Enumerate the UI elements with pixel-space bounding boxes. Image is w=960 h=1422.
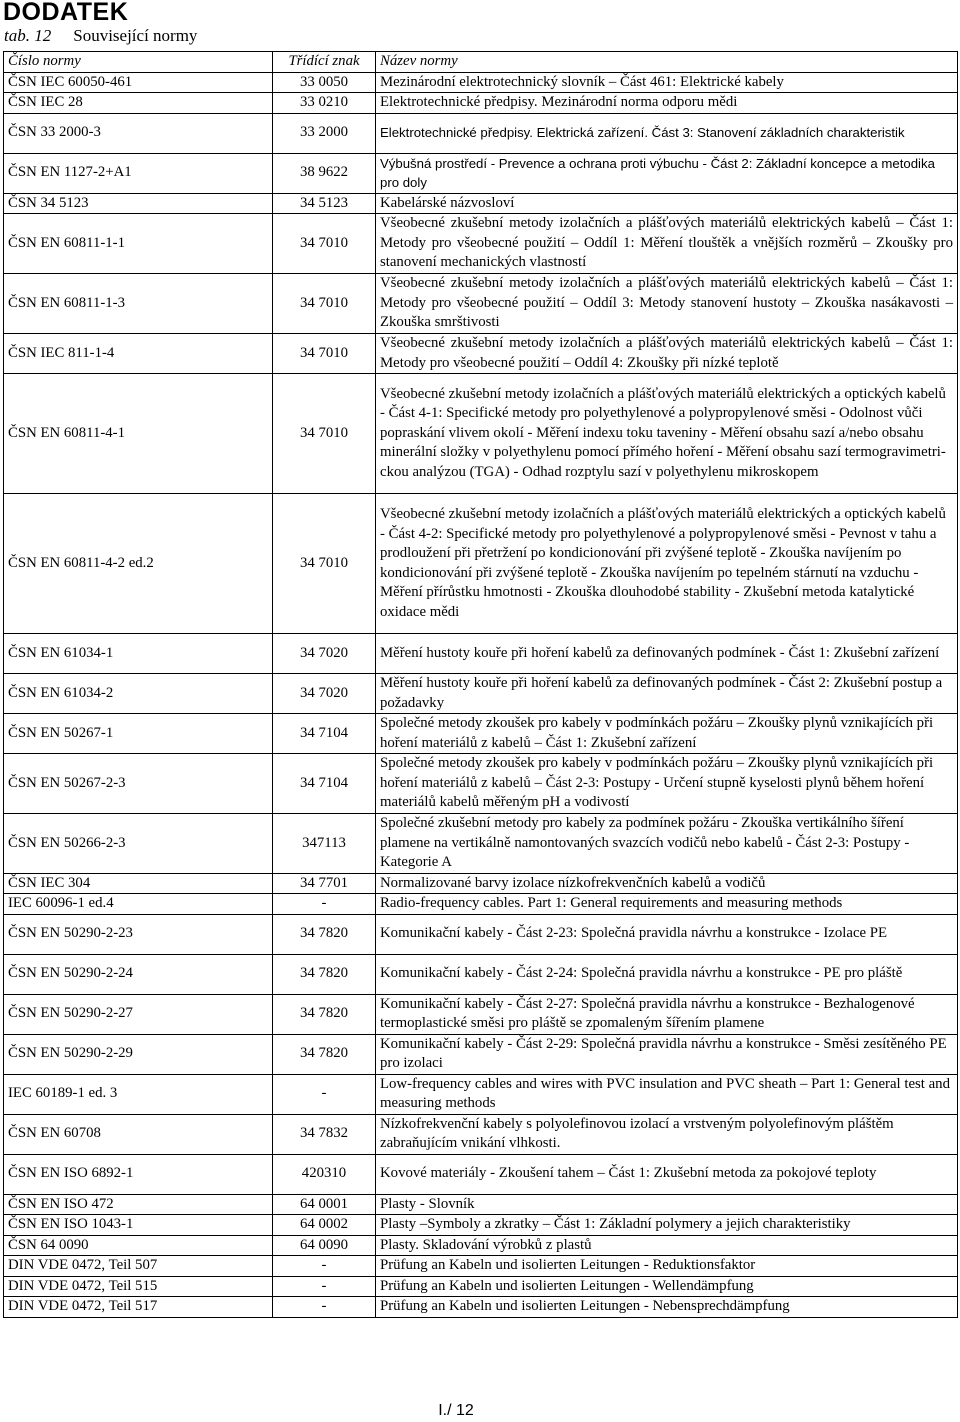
norm-name: Všeobecné zkušební metody izolačních a plášťových materiálů elektrických kabelů – Část 1: Metody pro všeobecné použití – Oddíl 4: Zkoušky při nízké teplotě [376,334,958,374]
table-row [4,1235,958,1256]
norm-name: Low-frequency cables and wires with PVC insulation and PVC sheath – Part 1: General test and measuring methods [376,1074,958,1114]
classification-code: 34 7010 [273,334,376,374]
norm-name: Kabelárské názvosloví [376,193,958,214]
norm-number: ČSN EN ISO 6892-1 [4,1154,273,1194]
table-row [4,634,958,674]
classification-code: 420310 [273,1154,376,1194]
classification-code: 34 7820 [273,954,376,994]
norm-name: Prüfung an Kabeln und isolierten Leitungen - Nebensprechdämpfung [376,1297,958,1318]
norm-number: DIN VDE 0472, Teil 515 [4,1276,273,1297]
norm-number: ČSN EN 61034-2 [4,674,273,714]
norm-number: ČSN IEC 28 [4,93,273,114]
norm-number: ČSN EN 50290-2-23 [4,914,273,954]
table-row [4,894,958,915]
norm-number: ČSN EN ISO 472 [4,1194,273,1215]
table-row [4,494,958,634]
table-caption: Související normy [73,26,198,45]
classification-code: 34 5123 [273,193,376,214]
norm-name: Měření hustoty kouře při hoření kabelů za definovaných podmínek - Část 2: Zkušební postup a požadavky [376,674,958,714]
table-row [4,994,958,1034]
table-row [4,93,958,114]
table-row [4,214,958,274]
table-row [4,1297,958,1318]
norm-name: Prüfung an Kabeln und isolierten Leitungen - Reduktionsfaktor [376,1256,958,1277]
table-row [4,1154,958,1194]
norm-number: ČSN EN 50290-2-24 [4,954,273,994]
classification-code: 34 7010 [273,374,376,494]
table-row [4,113,958,153]
norm-number: ČSN EN 60811-4-1 [4,374,273,494]
table-row [4,374,958,494]
norm-name: Společné metody zkoušek pro kabely v podmínkách požáru – Zkoušky plynů vznikajících při hoření materiálů z kabelů – Část 1: Zkušební zařízení [376,714,958,754]
norm-number: ČSN EN ISO 1043-1 [4,1215,273,1236]
classification-code: - [273,1074,376,1114]
norm-number: ČSN 34 5123 [4,193,273,214]
header-code: Třídící znak [273,52,376,73]
table-row [4,1276,958,1297]
norm-number: ČSN IEC 60050-461 [4,72,273,93]
header-number: Číslo normy [4,52,273,73]
classification-code: 64 0002 [273,1215,376,1236]
norm-number: ČSN EN 60811-1-3 [4,274,273,334]
classification-code: - [273,1297,376,1318]
norm-number: ČSN IEC 304 [4,873,273,894]
table-row [4,1034,958,1074]
norms-table [3,51,958,1318]
table-row [4,674,958,714]
table-row [4,873,958,894]
classification-code: 34 7820 [273,914,376,954]
classification-code: - [273,894,376,915]
norm-number: DIN VDE 0472, Teil 517 [4,1297,273,1318]
norm-number: ČSN EN 50267-2-3 [4,754,273,814]
table-row [4,714,958,754]
norm-name: Všeobecné zkušební metody izolačních a plášťových materiálů elektrických a optických kabelů - Část 4-2: Specifické metody pro polyethylenové a polypropylenové směsi - Pevnost v tahu a prodloužení při přetržení po kondicionování při zvýšené teplotě - Zkouška navíjením po kondicionování při zvýšené teplotě - Zkouška navíjením po tepelném stárnutí na vzduchu - Měření přírůstku hmotnosti - Zkouška dlouhodobé stability - Zkušební metoda katalytické oxidace mědi [376,494,958,634]
table-row [4,754,958,814]
table-row [4,153,958,193]
classification-code: 34 7701 [273,873,376,894]
classification-code: 34 7820 [273,994,376,1034]
norm-name: Měření hustoty kouře při hoření kabelů za definovaných podmínek - Část 1: Zkušební zařízení [376,634,958,674]
norm-number: ČSN EN 60811-1-1 [4,214,273,274]
table-row [4,274,958,334]
classification-code: 34 7104 [273,754,376,814]
table-row [4,814,958,874]
norm-name: Kovové materiály - Zkoušení tahem – Část 1: Zkušební metoda za pokojové teploty [376,1154,958,1194]
table-row [4,1114,958,1154]
classification-code: 34 7020 [273,634,376,674]
table-row [4,1215,958,1236]
norm-number: ČSN EN 60811-4-2 ed.2 [4,494,273,634]
norm-number: IEC 60096-1 ed.4 [4,894,273,915]
table-row [4,914,958,954]
norm-name: Elektrotechnické předpisy. Mezinárodní norma odporu mědi [376,93,958,114]
classification-code: - [273,1256,376,1277]
norm-name: Společné metody zkoušek pro kabely v podmínkách požáru – Zkoušky plynů vznikajících při hoření materiálů z kabelů – Část 2-3: Postupy - Určení stupně kyselosti plynů během hoření materiálů kabelů měřeným pH a vodivostí [376,754,958,814]
norm-name: Nízkofrekvenční kabely s polyolefinovou izolací a vrstveným polyolefinovým pláštěm zabraňujícím vnikání vlhkosti. [376,1114,958,1154]
table-row [4,1256,958,1277]
classification-code: - [273,1276,376,1297]
norm-number: ČSN EN 50290-2-27 [4,994,273,1034]
norm-name: Všeobecné zkušební metody izolačních a plášťových materiálů elektrických kabelů – Část 1: Metody pro všeobecné použití – Oddíl 3: Metody stanovení hustoty – Zkouška nasákavosti – Zkouška smrštivosti [376,274,958,334]
norm-number: ČSN 33 2000-3 [4,113,273,153]
norm-name: Komunikační kabely - Část 2-23: Společná pravidla návrhu a konstrukce - Izolace PE [376,914,958,954]
classification-code: 34 7020 [273,674,376,714]
norm-name: Komunikační kabely - Část 2-24: Společná pravidla návrhu a konstrukce - PE pro pláště [376,954,958,994]
classification-code: 64 0090 [273,1235,376,1256]
norm-name: Všeobecné zkušební metody izolačních a plášťových materiálů elektrických a optických kabelů - Část 4-1: Specifické metody pro polyethylenové a polypropylenové směsi - Odolnost vůči popraskání vlivem okolí - Měření indexu toku taveniny - Měření obsahu sazí a/nebo obsahu minerální složky v polyethylenu pomocí přímého hoření - Měření obsahu sazí termogravimetri-ckou analýzou (TGA) - Odhad rozptylu sazí v polyethylenu mikroskopem [376,374,958,494]
classification-code: 34 7010 [273,214,376,274]
classification-code: 34 7010 [273,494,376,634]
table-row [4,954,958,994]
classification-code: 33 2000 [273,113,376,153]
classification-code: 33 0210 [273,93,376,114]
classification-code: 38 9622 [273,153,376,193]
table-row [4,1194,958,1215]
norm-name: Plasty –Symboly a zkratky – Část 1: Základní polymery a jejich charakteristiky [376,1215,958,1236]
norm-name: Výbušná prostředí - Prevence a ochrana proti výbuchu - Část 2: Základní koncepce a metodika pro doly [376,153,958,193]
norm-name: Radio-frequency cables. Part 1: General requirements and measuring methods [376,894,958,915]
norm-name: Elektrotechnické předpisy. Elektrická zařízení. Část 3: Stanovení základních charakteristik [376,113,958,153]
norm-name: Normalizované barvy izolace nízkofrekvenčních kabelů a vodičů [376,873,958,894]
classification-code: 34 7010 [273,274,376,334]
table-row [4,193,958,214]
norm-number: ČSN EN 50267-1 [4,714,273,754]
norm-number: ČSN EN 1127-2+A1 [4,153,273,193]
norm-number: DIN VDE 0472, Teil 507 [4,1256,273,1277]
norm-name: Komunikační kabely - Část 2-29: Společná pravidla návrhu a konstrukce - Směsi zesítěného PE pro izolaci [376,1034,958,1074]
norm-number: ČSN EN 50266-2-3 [4,814,273,874]
classification-code: 34 7104 [273,714,376,754]
page-footer [0,1402,960,1420]
table-row [4,1074,958,1114]
classification-code: 347113 [273,814,376,874]
norm-number: ČSN EN 60708 [4,1114,273,1154]
norm-name: Plasty - Slovník [376,1194,958,1215]
table-heading [4,26,197,46]
table-row [4,72,958,93]
norm-number: IEC 60189-1 ed. 3 [4,1074,273,1114]
classification-code: 34 7832 [273,1114,376,1154]
table-header-row [4,52,958,73]
header-name: Název normy [376,52,958,73]
classification-code: 34 7820 [273,1034,376,1074]
page-number: I./ 12 [438,1402,474,1419]
classification-code: 64 0001 [273,1194,376,1215]
norm-name: Všeobecné zkušební metody izolačních a plášťových materiálů elektrických kabelů – Část 1: Metody pro všeobecné použití – Oddíl 1: Měření tlouštěk a vnějších rozměrů – Zkoušky pro stanovení mechanických vlastností [376,214,958,274]
classification-code: 33 0050 [273,72,376,93]
norm-number: ČSN IEC 811-1-4 [4,334,273,374]
table-reference: tab. 12 [4,26,52,45]
norm-name: Společné zkušební metody pro kabely za podmínek požáru - Zkouška vertikálního šíření plamene na vertikálně namontovaných svazcích vodičů nebo kabelů - Část 2-3: Postupy - Kategorie A [376,814,958,874]
norm-name: Mezinárodní elektrotechnický slovník – Část 461: Elektrické kabely [376,72,958,93]
norm-name: Komunikační kabely - Část 2-27: Společná pravidla návrhu a konstrukce - Bezhalogenové termoplastické směsi pro pláště se zpomaleným šířením plamene [376,994,958,1034]
norm-number: ČSN EN 61034-1 [4,634,273,674]
norm-number: ČSN 64 0090 [4,1235,273,1256]
norm-number: ČSN EN 50290-2-29 [4,1034,273,1074]
norm-name: Plasty. Skladování výrobků z plastů [376,1235,958,1256]
norm-name: Prüfung an Kabeln und isolierten Leitungen - Wellendämpfung [376,1276,958,1297]
document-title: DODATEK [3,0,129,26]
table-row [4,334,958,374]
